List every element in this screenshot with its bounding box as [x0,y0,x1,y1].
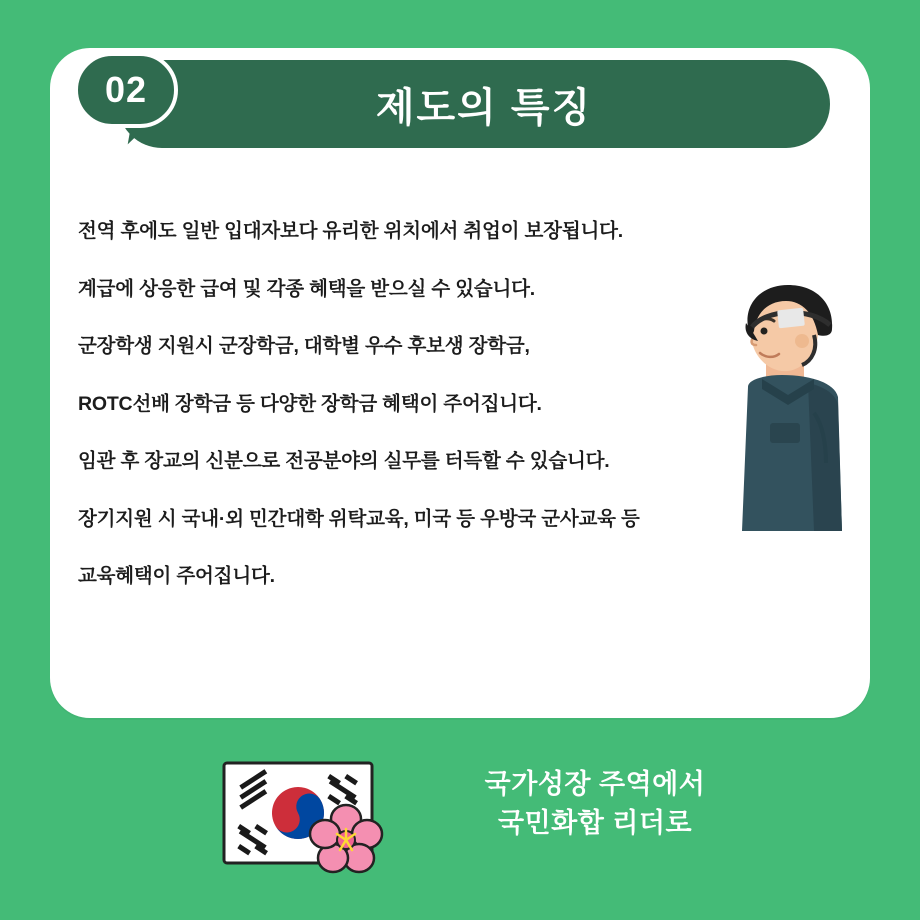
page-title: 제도의 특징 [375,85,593,130]
korean-flag-icon [222,757,402,887]
section-header-bar [118,60,830,148]
body-line: 전역 후에도 일반 입대자보다 유리한 위치에서 취업이 보장됩니다. [78,220,623,242]
body-line: 임관 후 장교의 신분으로 전공분야의 실무를 터득할 수 있습니다. [78,450,610,472]
body-line: 계급에 상응한 급여 및 각종 혜택을 받으실 수 있습니다. [78,277,535,300]
footer-slogan [430,765,760,843]
body-line: 군장학생 지원시 군장학금, 대학별 우수 후보생 장학금, [78,335,530,357]
section-number-badge [74,52,194,156]
badge-bubble [74,52,178,128]
footer-slogan-line1: 국가성장 주역에서 [484,769,706,799]
body-text-block [78,222,738,587]
footer [0,745,920,895]
badge-number-label: 02 [104,69,148,110]
body-line: 장기지원 시 국내·외 민간대학 위탁교육, 미국 등 우방국 군사교육 등 [78,507,640,530]
body-line: 교육혜택이 주어집니다. [78,565,275,587]
footer-slogan-line2: 국민화합 리더로 [497,808,693,839]
body-line: ROTC선배 장학금 등 다양한 장학금 혜택이 주어집니다. [78,392,542,415]
soldier-illustration [718,283,850,531]
